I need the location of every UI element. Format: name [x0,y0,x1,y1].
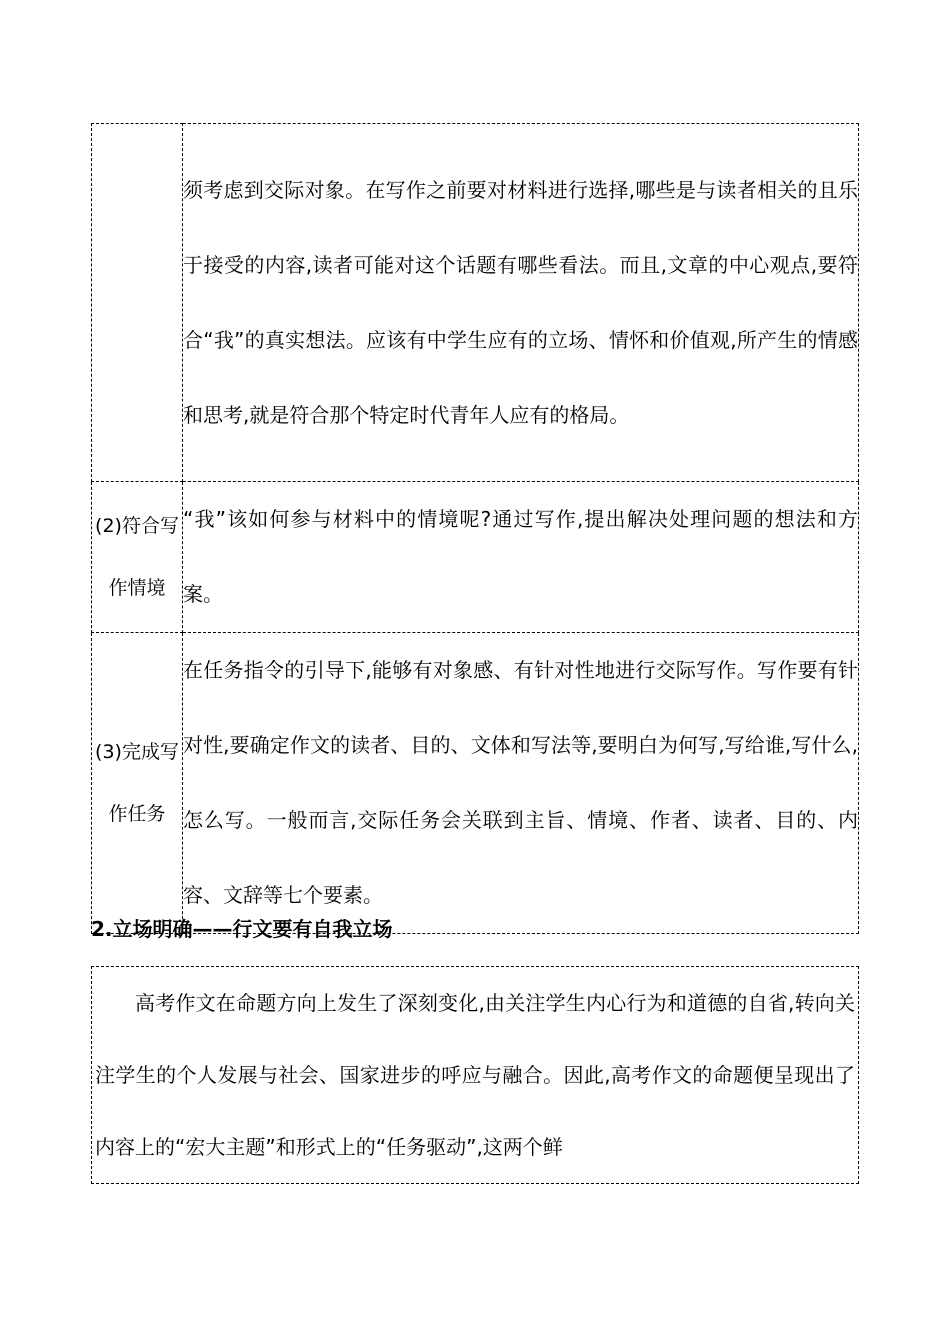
paragraph-cell [92,967,859,1184]
requirements-table [91,123,859,934]
table-row [92,633,859,934]
table-row [92,124,859,482]
row-content: “我”该如何参与材料中的情境呢?通过写作,提出解决处理问题的想法和方案。 [183,482,859,633]
section-heading: 2.立场明确——行文要有自我立场 [91,917,393,941]
row-content: 须考虑到交际对象。在写作之前要对材料进行选择,哪些是与读者相关的且乐于接受的内容,读者可能对这个话题有哪些看法。而且,文章的中心观点,要符合“我”的真实想法。应该有中学生应有的立场、情怀和价值观,所产生的情感和思考,就是符合那个特定时代青年人应有的格局。 [183,124,859,482]
row-label: (2)符合写作情境 [92,482,183,633]
paragraph-box [91,966,859,1184]
table-row [92,967,859,1184]
row-label: (3)完成写作任务 [92,633,183,934]
row-content: 在任务指令的引导下,能够有对象感、有针对性地进行交际写作。写作要有针对性,要确定作文的读者、目的、文体和写法等,要明白为何写,写给谁,写什么,怎么写。一般而言,交际任务会关联到主旨、情境、作者、读者、目的、内容、文辞等七个要素。 [183,633,859,934]
table-row [92,482,859,633]
body-paragraph: 高考作文在命题方向上发生了深刻变化,由关注学生内心行为和道德的自省,转向关注学生的个人发展与社会、国家进步的呼应与融合。因此,高考作文的命题便呈现出了内容上的“宏大主题”和形式上的“任务驱动”,这两个鲜 [95,991,855,1159]
row-label [92,124,183,482]
